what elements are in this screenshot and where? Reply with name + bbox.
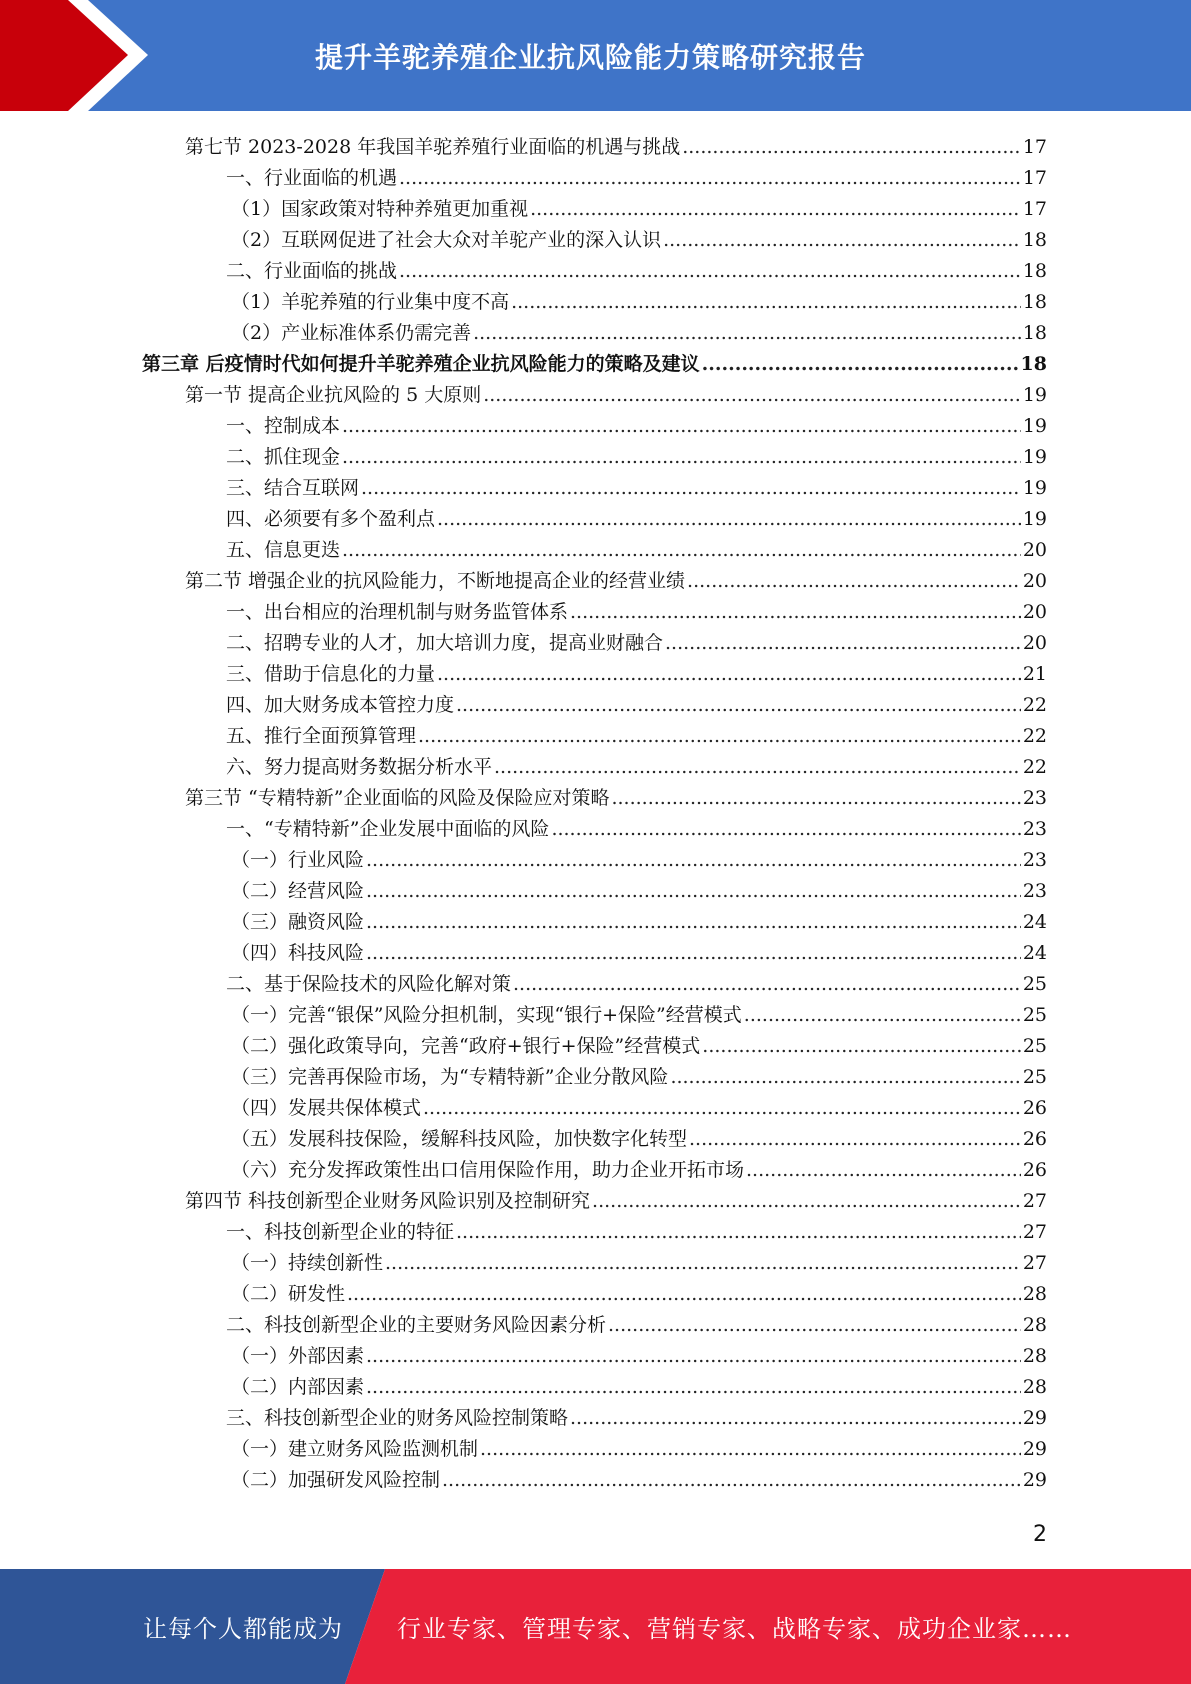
toc-entry-page: 21 <box>1022 663 1047 685</box>
toc-entry[interactable] <box>231 902 1047 933</box>
toc-entry[interactable] <box>231 995 1047 1026</box>
toc-dot-leader <box>689 1128 1021 1150</box>
toc-entry-page: 26 <box>1022 1128 1047 1150</box>
toc-entry[interactable] <box>185 561 1047 592</box>
toc-entry[interactable] <box>231 1460 1047 1491</box>
toc-entry[interactable] <box>231 840 1047 871</box>
toc-dot-leader <box>473 322 1021 344</box>
toc-entry-page: 18 <box>1022 229 1047 251</box>
toc-dot-leader <box>670 1066 1020 1088</box>
toc-entry-title: （三）融资风险 <box>231 911 365 933</box>
toc-entry-page: 27 <box>1022 1252 1047 1274</box>
toc-entry[interactable] <box>226 716 1047 747</box>
toc-dot-leader <box>366 942 1021 964</box>
toc-entry-title: （二）加强研发风险控制 <box>231 1469 441 1491</box>
toc-entry[interactable] <box>185 375 1047 406</box>
toc-entry-title: （六）充分发挥政策性出口信用保险作用，助力企业开拓市场 <box>231 1159 745 1181</box>
toc-dot-leader <box>665 632 1021 654</box>
toc-entry-page: 18 <box>1022 322 1047 344</box>
toc-entry-title: （一）完善“银保”风险分担机制，实现“银行+保险”经营模式 <box>231 1004 742 1026</box>
toc-entry-page: 22 <box>1022 694 1047 716</box>
toc-entry-title: 三、结合互联网 <box>226 477 360 499</box>
toc-dot-leader <box>366 880 1021 902</box>
footer-slogan-left: 让每个人都能成为 <box>143 1615 343 1643</box>
toc-dot-leader <box>494 756 1021 778</box>
toc-dot-leader <box>511 291 1021 313</box>
toc-entry-page: 19 <box>1022 415 1047 437</box>
toc-entry[interactable] <box>226 592 1047 623</box>
toc-entry-page: 23 <box>1022 849 1047 871</box>
toc-entry-title: 一、控制成本 <box>226 415 341 437</box>
toc-entry[interactable] <box>185 778 1047 809</box>
toc-entry-page: 24 <box>1022 911 1047 933</box>
page-footer <box>0 1569 1191 1684</box>
toc-entry[interactable] <box>226 964 1047 995</box>
toc-dot-leader <box>456 694 1021 716</box>
toc-entry[interactable] <box>142 344 1047 375</box>
toc-dot-leader <box>611 787 1020 809</box>
toc-entry[interactable] <box>185 127 1047 158</box>
toc-dot-leader <box>361 477 1021 499</box>
toc-dot-leader <box>456 1221 1021 1243</box>
toc-entry-title: 三、借助于信息化的力量 <box>226 663 436 685</box>
toc-entry[interactable] <box>226 685 1047 716</box>
toc-entry-title: （四）发展共保体模式 <box>231 1097 422 1119</box>
toc-entry[interactable] <box>231 1026 1047 1057</box>
report-title: 提升羊驼养殖企业抗风险能力策略研究报告 <box>314 40 866 74</box>
toc-dot-leader <box>682 136 1021 158</box>
toc-entry[interactable] <box>226 747 1047 778</box>
toc-entry-title: 第一节 提高企业抗风险的 5 大原则 <box>185 384 482 406</box>
toc-entry-page: 23 <box>1022 787 1047 809</box>
toc-entry-page: 28 <box>1022 1283 1047 1305</box>
toc-entry-title: （二）经营风险 <box>231 880 365 902</box>
toc-entry-page: 17 <box>1022 167 1047 189</box>
footer-slogan-right: 行业专家、管理专家、营销专家、战略专家、成功企业家…… <box>397 1615 1072 1643</box>
toc-entry-title: （五）发展科技保险，缓解科技风险，加快数字化转型 <box>231 1128 688 1150</box>
toc-entry-title: 四、加大财务成本管控力度 <box>226 694 455 716</box>
toc-entry-page: 29 <box>1022 1469 1047 1491</box>
toc-entry-title: （2）产业标准体系仍需完善 <box>231 322 472 344</box>
toc-entry-title: 一、出台相应的治理机制与财务监管体系 <box>226 601 569 623</box>
toc-entry-title: 二、行业面临的挑战 <box>226 260 398 282</box>
toc-entry-title: （1）羊驼养殖的行业集中度不高 <box>231 291 510 313</box>
page-number: 2 <box>1033 1522 1047 1547</box>
page-header <box>0 0 1191 111</box>
toc-dot-leader <box>551 818 1020 840</box>
toc-entry-title: 一、科技创新型企业的特征 <box>226 1221 455 1243</box>
toc-entry-page: 27 <box>1022 1190 1047 1212</box>
toc-entry-page: 29 <box>1022 1438 1047 1460</box>
toc-entry-page: 20 <box>1022 570 1047 592</box>
toc-entry-page: 22 <box>1022 725 1047 747</box>
toc-entry-page: 28 <box>1022 1314 1047 1336</box>
toc-entry-page: 18 <box>1022 260 1047 282</box>
toc-entry-page: 28 <box>1022 1345 1047 1367</box>
toc-entry-title: 第三章 后疫情时代如何提升羊驼养殖企业抗风险能力的策略及建议 <box>142 353 700 375</box>
toc-entry-title: 二、抓住现金 <box>226 446 341 468</box>
toc-entry-title: （四）科技风险 <box>231 942 365 964</box>
toc-dot-leader <box>570 1407 1021 1429</box>
toc-entry-page: 18 <box>1022 291 1047 313</box>
toc-entry[interactable] <box>226 623 1047 654</box>
toc-entry-page: 24 <box>1022 942 1047 964</box>
toc-entry[interactable] <box>231 1429 1047 1460</box>
toc-entry[interactable] <box>231 933 1047 964</box>
toc-entry-page: 27 <box>1022 1221 1047 1243</box>
toc-entry-page: 17 <box>1022 198 1047 220</box>
toc-entry-page: 19 <box>1022 508 1047 530</box>
toc-entry-page: 25 <box>1022 1066 1047 1088</box>
toc-entry[interactable] <box>231 1243 1047 1274</box>
toc-entry-title: 二、基于保险技术的风险化解对策 <box>226 973 512 995</box>
toc-dot-leader <box>480 1438 1021 1460</box>
toc-dot-leader <box>687 570 1021 592</box>
toc-entry-title: 五、信息更迭 <box>226 539 341 561</box>
toc-entry[interactable] <box>226 1305 1047 1336</box>
toc-entry-title: 一、“专精特新”企业发展中面临的风险 <box>226 818 550 840</box>
toc-dot-leader <box>530 198 1021 220</box>
toc-entry-title: （一）行业风险 <box>231 849 365 871</box>
toc-entry[interactable] <box>231 1088 1047 1119</box>
toc-entry-title: 二、科技创新型企业的主要财务风险因素分析 <box>226 1314 607 1336</box>
toc-entry-title: （一）持续创新性 <box>231 1252 384 1274</box>
toc-dot-leader <box>366 1345 1021 1367</box>
toc-entry[interactable] <box>226 530 1047 561</box>
toc-dot-leader <box>366 911 1021 933</box>
toc-dot-leader <box>744 1004 1021 1026</box>
toc-entry[interactable] <box>226 1398 1047 1429</box>
toc-entry-title: 四、必须要有多个盈利点 <box>226 508 436 530</box>
toc-entry-title: （三）完善再保险市场，为“专精特新”企业分散风险 <box>231 1066 669 1088</box>
toc-entry-title: 六、努力提高财务数据分析水平 <box>226 756 493 778</box>
toc-entry[interactable] <box>226 437 1047 468</box>
toc-entry[interactable] <box>231 871 1047 902</box>
toc-dot-leader <box>442 1469 1021 1491</box>
toc-entry-page: 19 <box>1022 446 1047 468</box>
toc-dot-leader <box>342 415 1021 437</box>
toc-entry-page: 20 <box>1022 539 1047 561</box>
toc-entry-title: （二）研发性 <box>231 1283 346 1305</box>
toc-dot-leader <box>342 539 1021 561</box>
toc-entry-title: （二）内部因素 <box>231 1376 365 1398</box>
toc-entry-title: （2）互联网促进了社会大众对羊驼产业的深入认识 <box>231 229 662 251</box>
toc-entry-page: 26 <box>1022 1159 1047 1181</box>
header-arrow-decoration <box>0 0 160 111</box>
toc-dot-leader <box>702 353 1019 375</box>
toc-dot-leader <box>437 508 1021 530</box>
toc-entry-page: 22 <box>1022 756 1047 778</box>
toc-entry-title: 三、科技创新型企业的财务风险控制策略 <box>226 1407 569 1429</box>
toc-entry-title: 二、招聘专业的人才，加大培训力度，提高业财融合 <box>226 632 664 654</box>
toc-entry-page: 25 <box>1022 1004 1047 1026</box>
toc-entry[interactable] <box>185 1181 1047 1212</box>
toc-entry[interactable] <box>231 220 1047 251</box>
toc-entry[interactable] <box>226 1212 1047 1243</box>
toc-dot-leader <box>483 384 1021 406</box>
toc-entry-page: 19 <box>1022 477 1047 499</box>
toc-entry-title: 第七节 2023-2028 年我国羊驼养殖行业面临的机遇与挑战 <box>185 136 681 158</box>
toc-dot-leader <box>347 1283 1021 1305</box>
toc-entry-title: 第三节 “专精特新”企业面临的风险及保险应对策略 <box>185 787 610 809</box>
toc-entry-page: 26 <box>1022 1097 1047 1119</box>
toc-dot-leader <box>592 1190 1021 1212</box>
toc-entry-title: （一）外部因素 <box>231 1345 365 1367</box>
toc-dot-leader <box>513 973 1021 995</box>
toc-dot-leader <box>366 1376 1021 1398</box>
toc-dot-leader <box>399 167 1021 189</box>
toc-dot-leader <box>663 229 1021 251</box>
toc-entry[interactable] <box>226 158 1047 189</box>
toc-entry-page: 23 <box>1022 880 1047 902</box>
toc-entry[interactable] <box>231 1150 1047 1181</box>
toc-dot-leader <box>423 1097 1021 1119</box>
toc-entry-page: 20 <box>1022 601 1047 623</box>
toc-dot-leader <box>608 1314 1021 1336</box>
toc-entry[interactable] <box>231 1274 1047 1305</box>
toc-entry[interactable] <box>226 406 1047 437</box>
toc-entry[interactable] <box>231 282 1047 313</box>
toc-dot-leader <box>437 663 1021 685</box>
toc-entry[interactable] <box>231 313 1047 344</box>
toc-dot-leader <box>385 1252 1021 1274</box>
toc-entry-title: （一）建立财务风险监测机制 <box>231 1438 479 1460</box>
toc-entry-title: 第二节 增强企业的抗风险能力，不断地提高企业的经营业绩 <box>185 570 686 592</box>
toc-entry-page: 25 <box>1022 1035 1047 1057</box>
toc-dot-leader <box>702 1035 1021 1057</box>
toc-entry[interactable] <box>226 499 1047 530</box>
toc-entry-page: 17 <box>1022 136 1047 158</box>
toc-entry[interactable] <box>226 654 1047 685</box>
toc-entry-page: 19 <box>1022 384 1047 406</box>
toc-entry-page: 25 <box>1022 973 1047 995</box>
toc-entry[interactable] <box>231 1336 1047 1367</box>
toc-entry[interactable] <box>231 1057 1047 1088</box>
toc-dot-leader <box>418 725 1021 747</box>
toc-dot-leader <box>366 849 1021 871</box>
toc-entry-title: 五、推行全面预算管理 <box>226 725 417 747</box>
toc-entry[interactable] <box>231 1367 1047 1398</box>
toc-entry-title: 第四节 科技创新型企业财务风险识别及控制研究 <box>185 1190 591 1212</box>
toc-entry-title: （1）国家政策对特种养殖更加重视 <box>231 198 529 220</box>
toc-entry-title: 一、行业面临的机遇 <box>226 167 398 189</box>
toc-entry-page: 18 <box>1020 353 1047 375</box>
toc-entry[interactable] <box>226 809 1047 840</box>
toc-entry[interactable] <box>231 1119 1047 1150</box>
toc-entry-title: （二）强化政策导向，完善“政府+银行+保险”经营模式 <box>231 1035 701 1057</box>
toc-entry[interactable] <box>231 189 1047 220</box>
toc-entry[interactable] <box>226 468 1047 499</box>
toc-dot-leader <box>399 260 1021 282</box>
toc-entry-page: 29 <box>1022 1407 1047 1429</box>
toc-dot-leader <box>342 446 1021 468</box>
toc-dot-leader <box>746 1159 1021 1181</box>
toc-entry[interactable] <box>226 251 1047 282</box>
toc-entry-page: 20 <box>1022 632 1047 654</box>
toc-entry-page: 23 <box>1022 818 1047 840</box>
toc-entry-page: 28 <box>1022 1376 1047 1398</box>
toc-dot-leader <box>570 601 1021 623</box>
